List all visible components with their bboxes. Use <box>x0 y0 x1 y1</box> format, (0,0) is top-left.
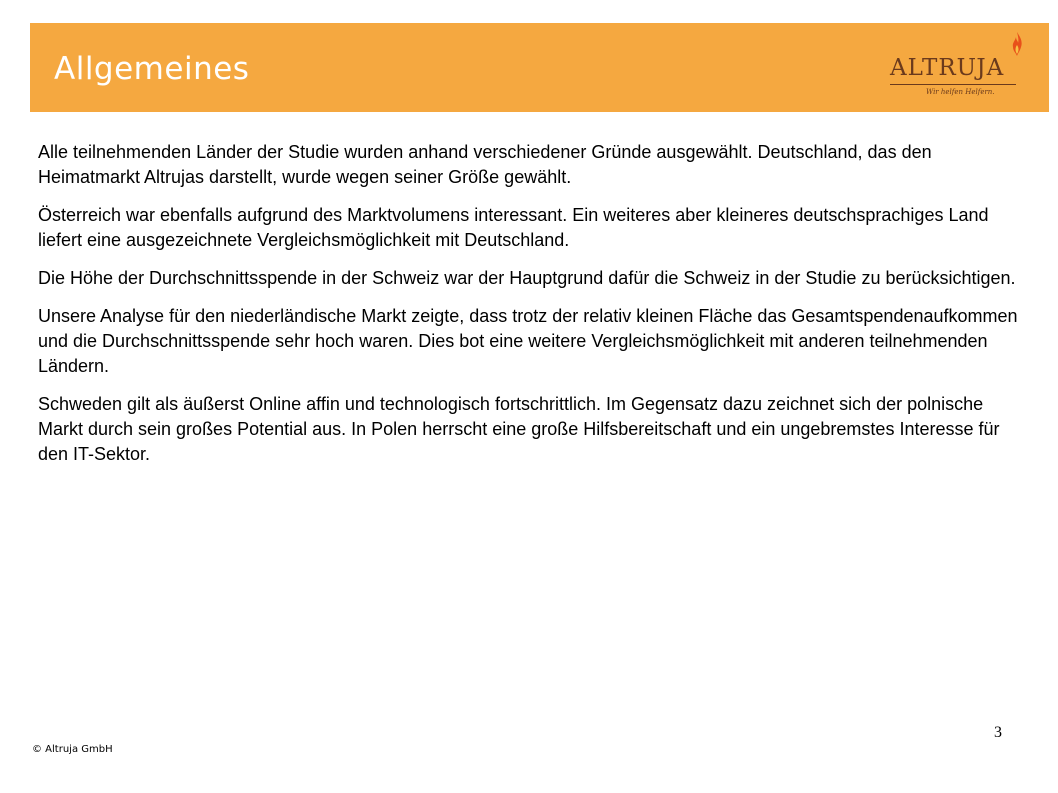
paragraph-austria: Österreich war ebenfalls aufgrund des Marktvolumens interessant. Ein weiteres aber kleineres deutschsprachiges Land liefert eine ausgezeichnete Vergleichsmöglichkeit mit Deutschland. <box>38 205 989 250</box>
paragraph-switzerland: Die Höhe der Durchschnittsspende in der Schweiz war der Hauptgrund dafür die Schweiz in der Studie zu berücksichtigen. <box>38 268 1016 288</box>
page-number: 3 <box>994 724 1002 741</box>
paragraph-netherlands: Unsere Analyse für den niederländische Markt zeigte, dass trotz der relativ kleinen Fläche das Gesamtspendenaufkommen und die Durchschnittsspende sehr hoch waren. Dies bot eine weitere Vergleichsmöglichkeit mit anderen teilnehmenden Ländern. <box>38 306 1018 376</box>
paragraph-sweden-poland: Schweden gilt als äußerst Online affin und technologisch fortschrittlich. Im Gegensatz dazu zeichnet sich der polnische Markt durch sein großes Potential aus. In Polen herrscht eine große Hilfsbereitschaft und ein ungebremstes Interesse für den IT-Sektor. <box>38 394 1000 464</box>
logo-tagline: Wir helfen Helfern. <box>926 88 995 96</box>
logo-divider <box>890 84 1016 85</box>
paragraph-countries-selection: Alle teilnehmenden Länder der Studie wurden anhand verschiedener Gründe ausgewählt. Deutschland, das den Heimatmarkt Altrujas darstellt, wurde wegen seiner Größe gewählt. <box>38 142 932 187</box>
altruja-logo <box>890 29 1020 109</box>
slide-title: Allgemeines <box>54 51 250 87</box>
flame-icon <box>1010 31 1024 57</box>
footer-copyright: © Altruja GmbH <box>32 744 113 755</box>
logo-text: ALTRUJA <box>890 55 1005 81</box>
header-bar <box>30 23 1049 112</box>
body-text <box>38 140 1018 480</box>
